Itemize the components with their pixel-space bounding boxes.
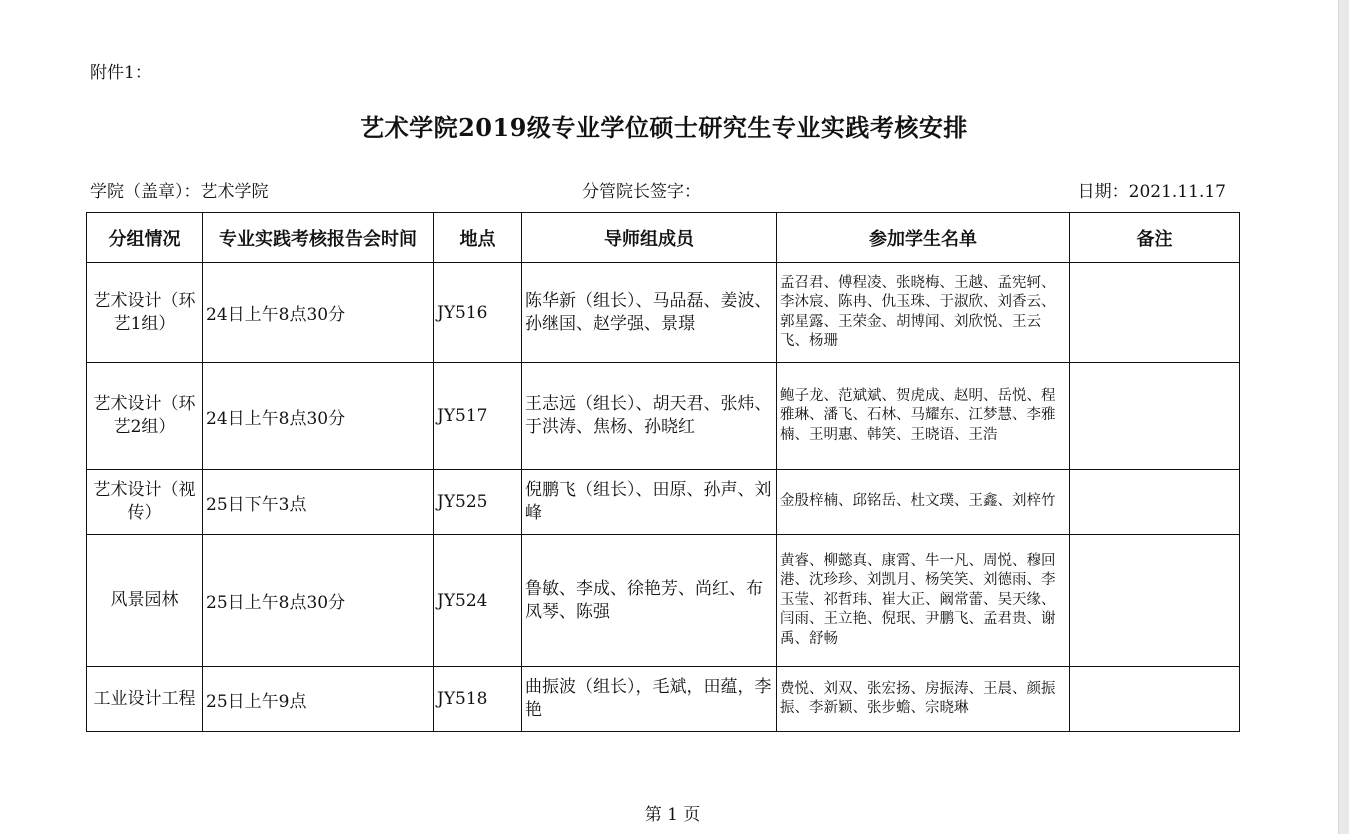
table-row (87, 535, 1240, 667)
table-row (87, 667, 1240, 732)
remarks-cell (1070, 470, 1240, 535)
table-row (87, 363, 1240, 470)
place-cell: JY517 (434, 363, 522, 470)
document-title: 艺术学院2019级专业学位硕士研究生专业实践考核安排 (360, 113, 968, 142)
header-mentors: 导师组成员 (522, 213, 777, 263)
schedule-table (86, 212, 1240, 732)
header-group: 分组情况 (87, 213, 203, 263)
mentors-cell: 倪鹏飞（组长）、田原、孙声、刘峰 (522, 470, 777, 535)
remarks-cell (1070, 667, 1240, 732)
mentors-cell: 鲁敏、李成、徐艳芳、尚红、布凤琴、陈强 (522, 535, 777, 667)
college-stamp-label: 学院（盖章）：艺术学院 (90, 182, 269, 202)
scrollbar-track[interactable] (1338, 0, 1349, 834)
students-cell: 金殷梓楠、邱铭岳、杜文璞、王鑫、刘梓竹 (777, 470, 1070, 535)
time-cell: 25日上午9点 (203, 667, 434, 732)
students-cell: 孟召君、傅程凌、张晓梅、王越、孟宪轲、李沐宸、陈冉、仇玉珠、于淑欣、刘香云、郭星露、王荣金、胡博闻、刘欣悦、王云飞、杨珊 (777, 263, 1070, 363)
students-cell: 费悦、刘双、张宏扬、房振涛、王晨、颜振振、李新颖、张步蟾、宗晓琳 (777, 667, 1070, 732)
table-row (87, 470, 1240, 535)
date-label: 日期：2021.11.17 (1077, 182, 1226, 202)
mentors-cell: 陈华新（组长）、马品磊、姜波、孙继国、赵学强、景璟 (522, 263, 777, 363)
place-cell: JY518 (434, 667, 522, 732)
table-row (87, 263, 1240, 363)
students-cell: 鲍子龙、范斌斌、贺虎成、赵明、岳悦、程雅琳、潘飞、石林、马耀东、江梦慧、李雅楠、王明惠、韩笑、王晓语、王浩 (777, 363, 1070, 470)
dean-signature-label: 分管院长签字： (582, 182, 701, 202)
group-cell: 艺术设计（环艺2组） (87, 363, 203, 470)
mentors-cell: 曲振波（组长），毛斌，田蕴，李艳 (522, 667, 777, 732)
place-cell: JY524 (434, 535, 522, 667)
header-place: 地点 (434, 213, 522, 263)
header-time: 专业实践考核报告会时间 (203, 213, 434, 263)
mentors-cell: 王志远（组长）、胡天君、张炜、于洪涛、焦杨、孙晓红 (522, 363, 777, 470)
header-students: 参加学生名单 (777, 213, 1070, 263)
group-cell: 艺术设计（视传） (87, 470, 203, 535)
time-cell: 24日上午8点30分 (203, 263, 434, 363)
time-cell: 24日上午8点30分 (203, 363, 434, 470)
remarks-cell (1070, 263, 1240, 363)
time-cell: 25日下午3点 (203, 470, 434, 535)
group-cell: 风景园林 (87, 535, 203, 667)
place-cell: JY516 (434, 263, 522, 363)
students-cell: 黄睿、柳懿真、康霄、牛一凡、周悦、穆回港、沈珍珍、刘凯月、杨笑笑、刘德雨、李玉莹、祁哲玮、崔大正、阚常蕾、吴天缘、闫雨、王立艳、倪珉、尹鹏飞、孟君贵、谢禹、舒畅 (777, 535, 1070, 667)
remarks-cell (1070, 363, 1240, 470)
page-number: 第 1 页 (644, 805, 701, 825)
attachment-label: 附件1： (90, 63, 152, 83)
remarks-cell (1070, 535, 1240, 667)
group-cell: 艺术设计（环艺1组） (87, 263, 203, 363)
group-cell: 工业设计工程 (87, 667, 203, 732)
time-cell: 25日上午8点30分 (203, 535, 434, 667)
table-header-row (87, 213, 1240, 263)
place-cell: JY525 (434, 470, 522, 535)
header-remarks: 备注 (1070, 213, 1240, 263)
